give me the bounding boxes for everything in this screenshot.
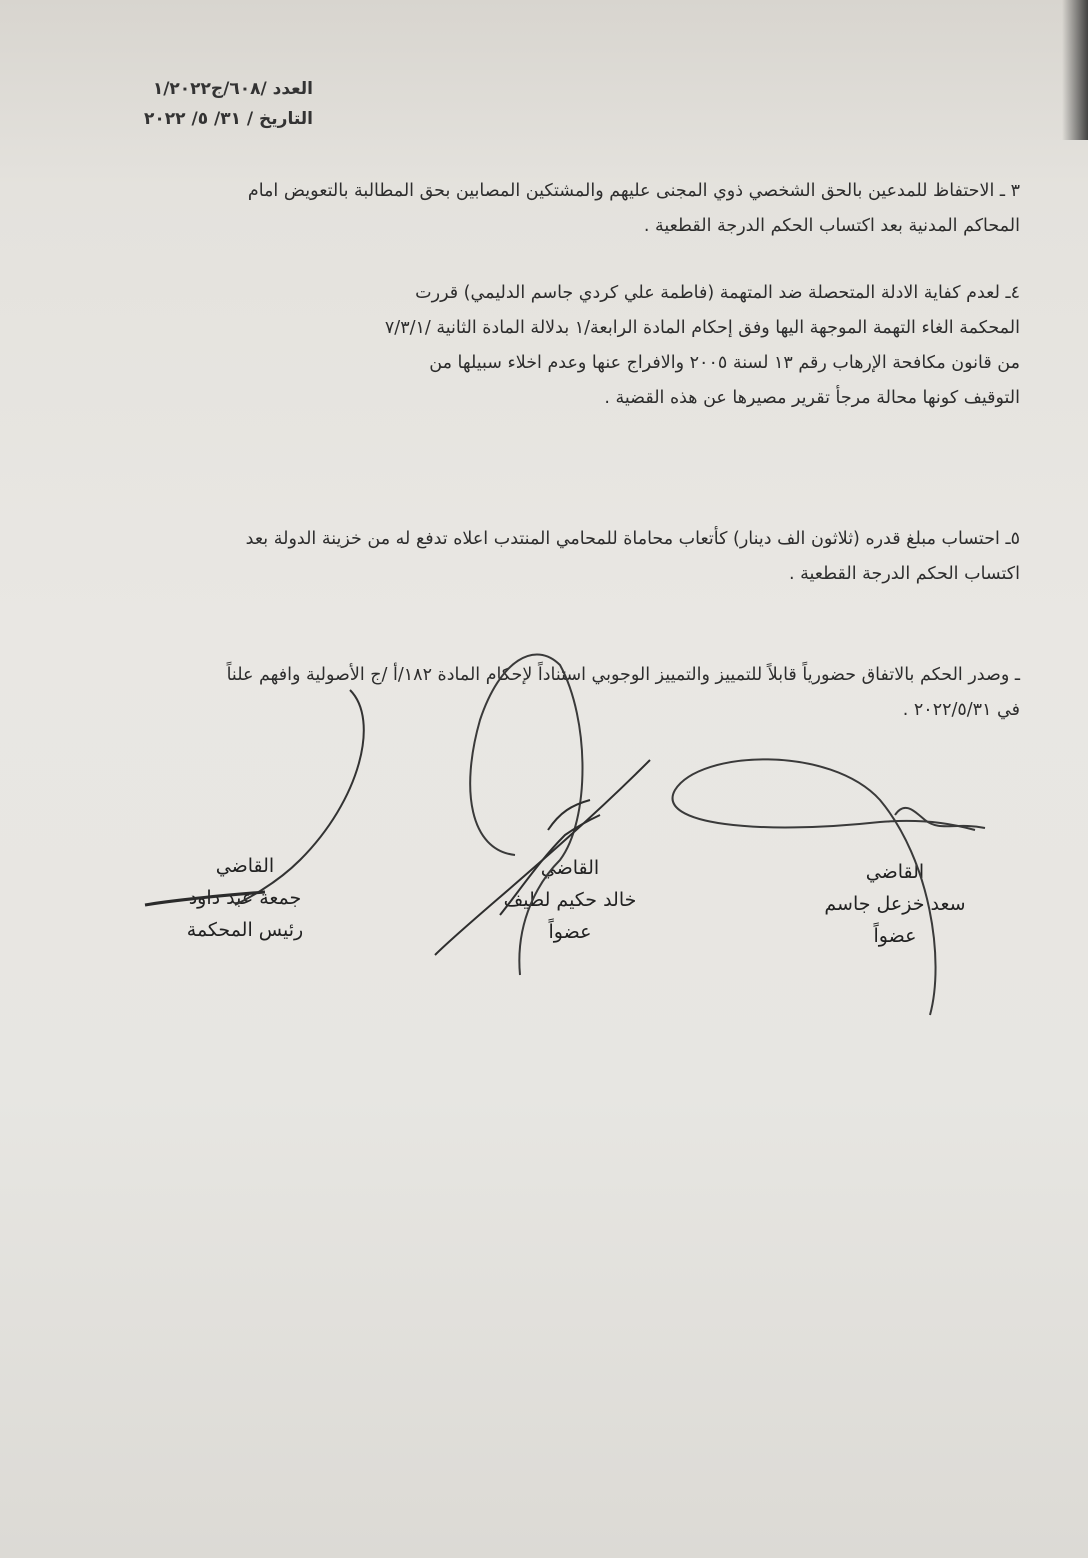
judge-name: جمعة عبد داود bbox=[188, 887, 302, 909]
clause-4 bbox=[55, 276, 1020, 416]
judge-name: سعد خزعل جاسم bbox=[824, 893, 966, 915]
judge-title: القاضي bbox=[540, 857, 600, 879]
judge-name: خالد حكيم لطيف bbox=[503, 889, 637, 911]
clause-line: التوقيف كونها محالة مرجأ تقرير مصيرها عن هذه القضية . bbox=[604, 388, 1020, 408]
clause-line: اكتساب الحكم الدرجة القطعية . bbox=[788, 564, 1020, 584]
verdict-statement bbox=[55, 658, 1020, 728]
clause-line: ٣ ـ الاحتفاظ للمدعين بالحق الشخصي ذوي المجنى عليهم والمشتكين المصابين بحق المطالبة بالتعويض امام bbox=[247, 181, 1020, 201]
document-date: التاريخ / ٣١/ ٥/ ٢٠٢٢ bbox=[144, 109, 313, 129]
clause-line: من قانون مكافحة الإرهاب رقم ١٣ لسنة ٢٠٠٥ والافراج عنها وعدم اخلاء سبيلها من bbox=[429, 353, 1020, 373]
clause-line: ٥ـ احتساب مبلغ قدره (ثلاثون الف دينار) كأتعاب محاماة للمحامي المنتدب اعلاه تدفع له من خزينة الدولة بعد bbox=[245, 529, 1020, 549]
clause-3 bbox=[55, 174, 1020, 244]
clause-line: المحكمة الغاء التهمة الموجهة اليها وفق إحكام المادة الرابعة/١ بدلالة المادة الثانية /٧/٣/١ bbox=[384, 318, 1020, 338]
clause-line: ـ وصدر الحكم بالاتفاق حضورياً قابلاً للتمييز والتمييز الوجوبي استناداً لإحكام المادة ١٨٢/أ /ج الأصولية وافهم علناً bbox=[226, 665, 1020, 685]
reference-number: العدد /٦٠٨/ج١/٢٠٢٢ bbox=[152, 79, 313, 99]
document-header bbox=[144, 74, 313, 134]
judge-role: رئيس المحكمة bbox=[186, 919, 304, 941]
judge-member-right bbox=[800, 856, 990, 952]
judge-role: عضواً bbox=[873, 925, 917, 947]
signature-right-judge-flourish bbox=[895, 808, 985, 828]
clause-line: في ٢٠٢٢/٥/٣١ . bbox=[902, 700, 1020, 720]
clause-line: ٤ـ لعدم كفاية الادلة المتحصلة ضد المتهمة (فاطمة علي كردي جاسم الدليمي) قررت bbox=[415, 283, 1020, 303]
clause-line: المحاكم المدنية بعد اكتساب الحكم الدرجة القطعية . bbox=[643, 216, 1020, 236]
judge-member-center bbox=[470, 852, 670, 948]
clause-5 bbox=[55, 522, 1020, 592]
judge-role: عضواً bbox=[548, 921, 592, 943]
page-edge-shadow bbox=[1062, 0, 1088, 140]
judge-title: القاضي bbox=[865, 861, 925, 883]
judge-president bbox=[140, 850, 350, 946]
judge-title: القاضي bbox=[215, 855, 275, 877]
